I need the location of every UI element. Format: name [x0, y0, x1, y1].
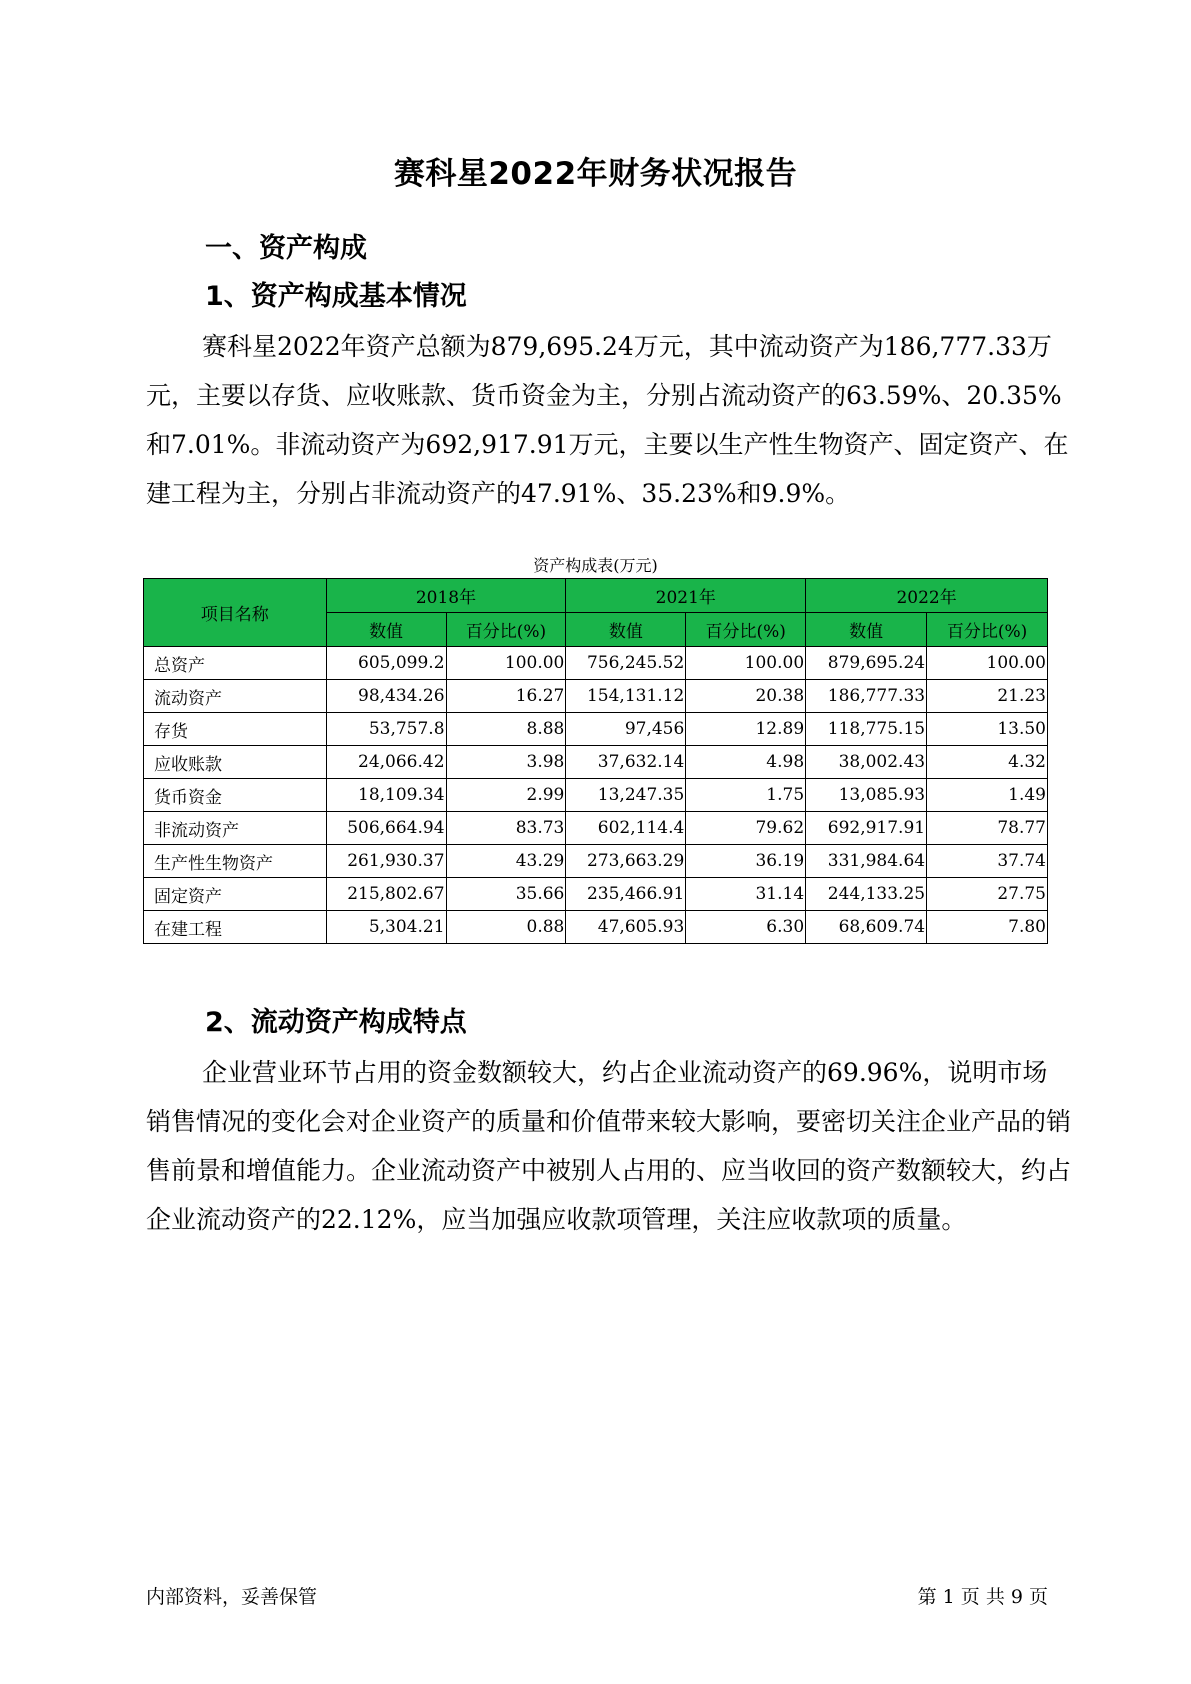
- header-percent: 百分比(%): [686, 613, 806, 647]
- footer-page-number: 第 1 页 共 9 页: [917, 1586, 1048, 1608]
- header-year-2021: 2021年: [566, 579, 806, 613]
- table-row: [144, 779, 1048, 812]
- cell-percent: 83.73: [446, 812, 566, 845]
- cell-value: 118,775.15: [806, 713, 927, 746]
- cell-percent: 36.19: [686, 845, 806, 878]
- cell-value: 506,664.94: [326, 812, 446, 845]
- row-item-name: 在建工程: [144, 911, 327, 944]
- row-item-name: 非流动资产: [144, 812, 327, 845]
- cell-percent: 7.80: [927, 911, 1048, 944]
- cell-value: 244,133.25: [806, 878, 927, 911]
- subsection-heading-current-assets: 2、流动资产构成特点: [205, 1007, 467, 1038]
- cell-percent: 8.88: [446, 713, 566, 746]
- cell-percent: 31.14: [686, 878, 806, 911]
- cell-value: 13,085.93: [806, 779, 927, 812]
- header-item-name: 项目名称: [144, 579, 327, 647]
- current-assets-paragraph: 企业营业环节占用的资金数额较大，约占企业流动资产的69.96%，说明市场销售情况的变化会对企业资产的质量和价值带来较大影响，要密切关注企业产品的销售前景和增值能力。企业流动资产中被别人占用的、应当收回的资产数额较大，约占企业流动资产的22.12%，应当加强应收款项管理，关注应收款项的质量。: [146, 1058, 1072, 1234]
- cell-percent: 79.62: [686, 812, 806, 845]
- cell-value: 38,002.43: [806, 746, 927, 779]
- asset-composition-table: [143, 578, 1048, 944]
- table-row: [144, 713, 1048, 746]
- row-item-name: 总资产: [144, 647, 327, 680]
- cell-percent: 12.89: [686, 713, 806, 746]
- cell-percent: 6.30: [686, 911, 806, 944]
- table-header: [144, 579, 1048, 647]
- cell-percent: 100.00: [446, 647, 566, 680]
- cell-value: 605,099.2: [326, 647, 446, 680]
- cell-percent: 37.74: [927, 845, 1048, 878]
- cell-value: 47,605.93: [566, 911, 686, 944]
- cell-value: 602,114.4: [566, 812, 686, 845]
- cell-percent: 35.66: [446, 878, 566, 911]
- cell-value: 692,917.91: [806, 812, 927, 845]
- cell-value: 154,131.12: [566, 680, 686, 713]
- asset-summary-paragraph: 赛科星2022年资产总额为879,695.24万元，其中流动资产为186,777.33万元，主要以存货、应收账款、货币资金为主，分别占流动资产的63.59%、20.35%和7.01%。非流动资产为692,917.91万元，主要以生产性生物资产、固定资产、在建工程为主，分别占非流动资产的47.91%、35.23%和9.9%。: [146, 332, 1069, 508]
- table-body: [144, 647, 1048, 944]
- cell-percent: 100.00: [686, 647, 806, 680]
- table-caption: 资产构成表(万元): [533, 556, 658, 575]
- report-title: 赛科星2022年财务状况报告: [393, 156, 798, 192]
- cell-percent: 27.75: [927, 878, 1048, 911]
- cell-percent: 3.98: [446, 746, 566, 779]
- table-row: [144, 746, 1048, 779]
- section-heading-asset-composition: 一、资产构成: [205, 233, 367, 264]
- cell-percent: 13.50: [927, 713, 1048, 746]
- cell-value: 98,434.26: [326, 680, 446, 713]
- cell-value: 879,695.24: [806, 647, 927, 680]
- row-item-name: 生产性生物资产: [144, 845, 327, 878]
- cell-percent: 2.99: [446, 779, 566, 812]
- cell-percent: 1.75: [686, 779, 806, 812]
- cell-percent: 4.32: [927, 746, 1048, 779]
- cell-percent: 78.77: [927, 812, 1048, 845]
- cell-value: 186,777.33: [806, 680, 927, 713]
- table-row: [144, 680, 1048, 713]
- footer-confidential-note: 内部资料，妥善保管: [146, 1586, 318, 1608]
- table-row: [144, 911, 1048, 944]
- table-row: [144, 845, 1048, 878]
- header-value: 数值: [326, 613, 446, 647]
- cell-percent: 16.27: [446, 680, 566, 713]
- header-year-2022: 2022年: [806, 579, 1048, 613]
- row-item-name: 应收账款: [144, 746, 327, 779]
- cell-value: 13,247.35: [566, 779, 686, 812]
- cell-value: 215,802.67: [326, 878, 446, 911]
- row-item-name: 固定资产: [144, 878, 327, 911]
- cell-percent: 100.00: [927, 647, 1048, 680]
- cell-value: 756,245.52: [566, 647, 686, 680]
- cell-value: 235,466.91: [566, 878, 686, 911]
- cell-percent: 20.38: [686, 680, 806, 713]
- row-item-name: 流动资产: [144, 680, 327, 713]
- subsection-heading-basic: 1、资产构成基本情况: [205, 281, 467, 312]
- row-item-name: 存货: [144, 713, 327, 746]
- cell-value: 18,109.34: [326, 779, 446, 812]
- cell-value: 261,930.37: [326, 845, 446, 878]
- cell-value: 68,609.74: [806, 911, 927, 944]
- cell-value: 5,304.21: [326, 911, 446, 944]
- table-row: [144, 812, 1048, 845]
- cell-percent: 1.49: [927, 779, 1048, 812]
- header-percent: 百分比(%): [927, 613, 1048, 647]
- header-value: 数值: [806, 613, 927, 647]
- cell-percent: 43.29: [446, 845, 566, 878]
- cell-value: 273,663.29: [566, 845, 686, 878]
- cell-value: 97,456: [566, 713, 686, 746]
- cell-value: 53,757.8: [326, 713, 446, 746]
- row-item-name: 货币资金: [144, 779, 327, 812]
- header-value: 数值: [566, 613, 686, 647]
- cell-value: 331,984.64: [806, 845, 927, 878]
- cell-value: 24,066.42: [326, 746, 446, 779]
- header-percent: 百分比(%): [446, 613, 566, 647]
- cell-percent: 21.23: [927, 680, 1048, 713]
- header-year-2018: 2018年: [326, 579, 566, 613]
- cell-percent: 4.98: [686, 746, 806, 779]
- table-row: [144, 878, 1048, 911]
- cell-value: 37,632.14: [566, 746, 686, 779]
- cell-percent: 0.88: [446, 911, 566, 944]
- table-row: [144, 647, 1048, 680]
